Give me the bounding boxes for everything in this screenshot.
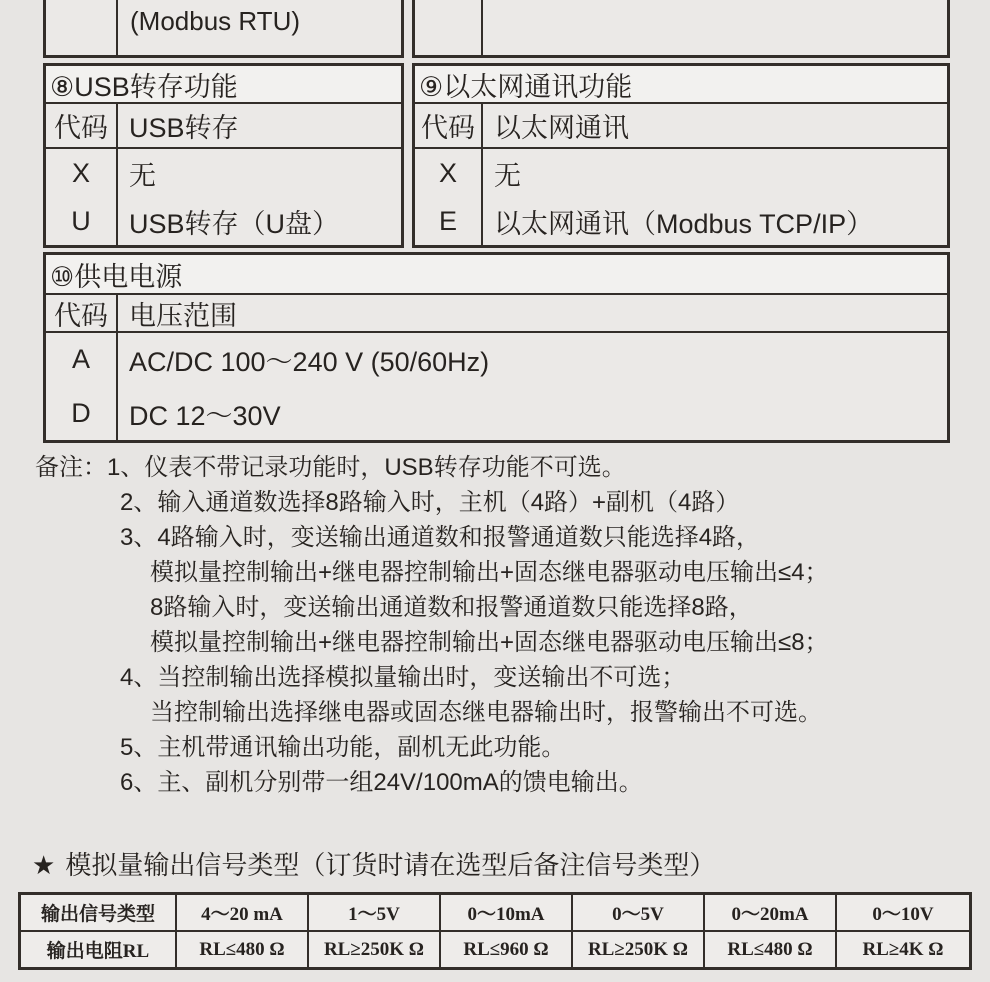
section8-code-header: 代码 xyxy=(46,104,118,147)
output-signal-cell: 1～5V xyxy=(309,895,441,930)
section9-row1-desc: 以太网通讯（Modbus TCP/IP） xyxy=(494,208,874,239)
section8-row0-desc: 无 xyxy=(129,160,156,191)
table-comm-partial-left xyxy=(43,0,404,58)
output-signal-row-header: 输出信号类型 xyxy=(21,895,177,930)
section9-header-row xyxy=(415,104,947,149)
table-output-signal xyxy=(18,892,972,970)
remark-line: 2、输入通道数选择8路输入时，主机（4路）+副机（4路） xyxy=(120,489,740,516)
section10-row1-desc: DC 12～30V xyxy=(129,400,281,431)
output-signal-cell: 0～10V xyxy=(872,904,934,925)
output-resistance-cell: RL≤960 Ω xyxy=(441,932,573,967)
section8-row0-code: X xyxy=(71,157,90,188)
section9-body xyxy=(415,149,947,245)
remark-line: 8路输入时，变送输出通道数和报警通道数只能选择8路， xyxy=(150,594,753,621)
partial-right-code-cell xyxy=(415,0,483,55)
output-signal-cell: 0～20mA xyxy=(705,895,837,930)
section9-row1-code: E xyxy=(438,205,457,236)
section8-desc-column xyxy=(118,149,401,245)
section9-desc-header: 以太网通讯 xyxy=(494,113,629,143)
section8-row1-code: U xyxy=(71,205,91,236)
table-usb-transfer xyxy=(43,63,404,248)
output-resistance-cell: RL≥250K Ω xyxy=(573,932,705,967)
remark-line: 模拟量控制输出+继电器控制输出+固态继电器驱动电压输出≤4； xyxy=(150,559,829,586)
table-comm-partial-right xyxy=(412,0,950,58)
section8-desc-header: USB转存 xyxy=(129,113,239,143)
remarks-block xyxy=(35,450,829,800)
output-resistance-row-header: 输出电阻RL xyxy=(21,932,177,967)
section10-body xyxy=(46,333,947,440)
section9-row0-code: X xyxy=(438,157,457,188)
section8-row1-desc: USB转存（U盘） xyxy=(129,208,340,239)
output-signal-cell: 4～20 mA xyxy=(177,895,309,930)
table-ethernet-comm xyxy=(412,63,950,248)
section10-row0-code: A xyxy=(71,344,90,375)
partial-left-code-cell xyxy=(46,0,118,55)
output-signal-type-row xyxy=(21,895,969,932)
remark-line: 5、主机带通讯输出功能，副机无此功能。 xyxy=(120,734,566,761)
remark-text-1: 1、仪表不带记录功能时，USB转存功能不可选。 xyxy=(107,454,626,481)
section10-title: ⑩供电电源 xyxy=(46,255,947,295)
partial-left-desc-cell: (Modbus RTU) xyxy=(130,6,301,36)
output-resistance-cell: RL≥4K Ω xyxy=(862,938,944,960)
output-resistance-row xyxy=(21,932,969,967)
remark-line xyxy=(35,450,829,485)
section8-header-row xyxy=(46,104,401,149)
remarks-label: 备注： xyxy=(35,454,107,481)
section10-row0-desc: AC/DC 100～240 V (50/60Hz) xyxy=(129,347,490,378)
section9-title: ⑨以太网通讯功能 xyxy=(415,66,947,104)
output-resistance-cell: RL≥250K Ω xyxy=(309,932,441,967)
table-power-supply xyxy=(43,252,950,443)
section9-row0-desc: 无 xyxy=(494,160,521,191)
section8-body xyxy=(46,149,401,245)
star-icon: ★ xyxy=(32,850,56,880)
analog-output-heading-text: 模拟量输出信号类型（订货时请在选型后备注信号类型） xyxy=(65,850,716,880)
section9-desc-column xyxy=(483,149,947,245)
output-resistance-cell: RL≤480 Ω xyxy=(177,932,309,967)
output-signal-cell: 0～5V xyxy=(573,895,705,930)
section10-code-column xyxy=(46,333,118,440)
section10-code-header: 代码 xyxy=(46,295,118,331)
section10-row1-code: D xyxy=(71,397,91,428)
output-signal-cell: 0～10mA xyxy=(441,895,573,930)
remark-line: 4、当控制输出选择模拟量输出时，变送输出不可选； xyxy=(120,664,686,691)
section9-code-header: 代码 xyxy=(415,104,483,147)
analog-output-heading xyxy=(32,845,715,882)
section9-code-column xyxy=(415,149,483,245)
remark-line: 当控制输出选择继电器或固态继电器输出时，报警输出不可选。 xyxy=(150,699,822,726)
partial-right-desc-cell xyxy=(483,0,947,55)
remark-line: 模拟量控制输出+继电器控制输出+固态继电器驱动电压输出≤8； xyxy=(150,629,829,656)
section10-header-row xyxy=(46,295,947,333)
section8-code-column xyxy=(46,149,118,245)
section10-desc-column xyxy=(118,333,947,440)
output-resistance-cell: RL≤480 Ω xyxy=(705,932,837,967)
section10-desc-header: 电压范围 xyxy=(129,300,237,331)
remark-line: 3、4路输入时，变送输出通道数和报警通道数只能选择4路， xyxy=(120,524,761,551)
section8-title: ⑧USB转存功能 xyxy=(46,66,401,104)
remark-line: 6、主、副机分别带一组24V/100mA的馈电输出。 xyxy=(120,769,643,796)
